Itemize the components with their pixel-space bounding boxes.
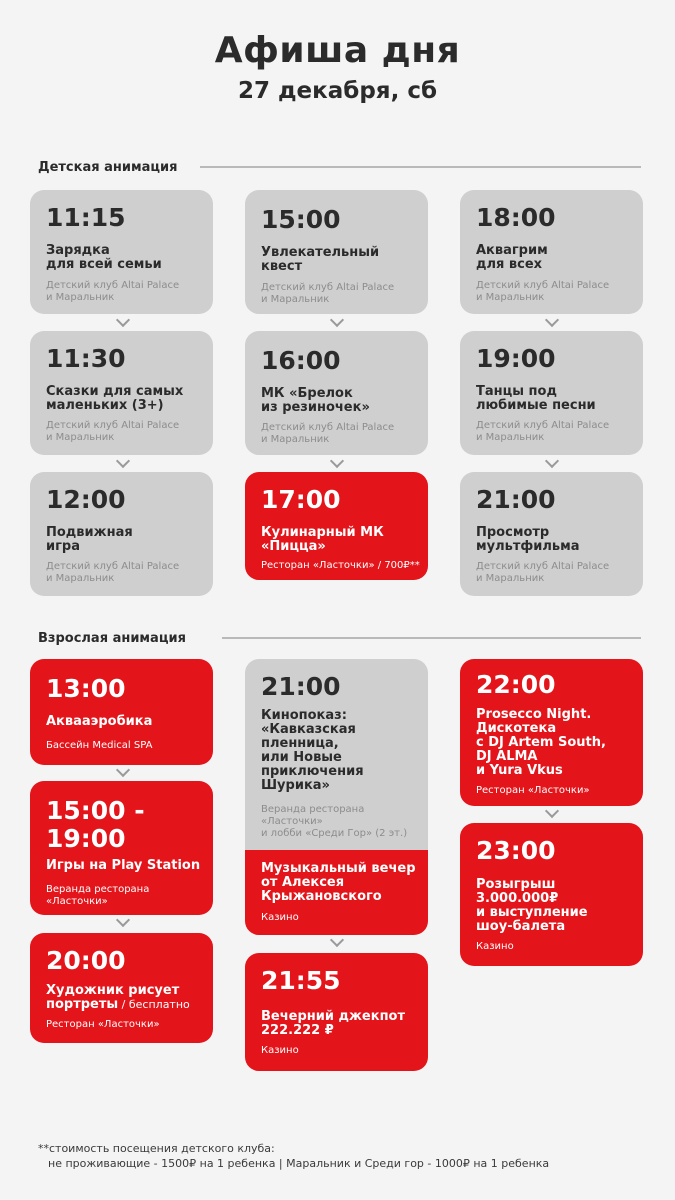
event-name: Музыкальный вечер от Алексея Крыжановского [261,861,416,904]
chevron-down-icon [116,763,130,777]
adults-section-divider [222,637,641,639]
chevron-down-icon [330,313,344,327]
event-card[interactable] [245,190,428,314]
event-place: Казино [261,912,299,923]
chevron-down-icon [116,913,130,927]
event-card[interactable] [30,472,213,596]
event-card[interactable] [460,472,643,596]
event-name-text: Художник рисует портреты [46,983,180,1012]
event-card[interactable] [30,190,213,314]
event-card-split[interactable] [245,659,428,935]
event-price-note: / бесплатно [118,998,190,1011]
event-card-highlight[interactable] [245,472,428,580]
event-card-highlight[interactable] [30,659,213,765]
event-place: Ресторан «Ласточки» [46,1019,160,1030]
event-name: Подвижная игра [46,525,133,554]
kids-section-heading: Детская анимация [38,160,178,175]
event-time: 15:00 [261,205,341,234]
chevron-down-icon [545,454,559,468]
event-card[interactable] [460,331,643,455]
event-card[interactable] [460,190,643,314]
event-time: 21:00 [261,672,341,701]
event-name: Зарядка для всей семьи [46,243,162,272]
event-time: 16:00 [261,346,341,375]
event-card-highlight[interactable] [245,953,428,1071]
event-time: 22:00 [476,670,556,699]
event-card[interactable] [245,331,428,455]
event-name: Вечерний джекпот 222.222 ₽ [261,1009,406,1038]
event-name: Аквааэробика [46,714,153,729]
event-place: Ресторан «Ласточки» / 700₽** [261,560,420,571]
kids-section-divider [200,166,641,168]
event-place: Детский клуб Altai Palace и Маральник [46,280,180,303]
event-name: МК «Брелок из резиночек» [261,386,370,415]
event-place: Детский клуб Altai Palace и Маральник [261,282,395,305]
event-place: Детский клуб Altai Palace и Маральник [476,280,610,303]
footnote-prices: не проживающие - 1500₽ на 1 ребенка | Маральник и Среди гор - 1000₽ на 1 ребенка [48,1157,550,1170]
event-time: 18:00 [476,203,556,232]
event-time: 20:00 [46,946,126,975]
event-place: Бассейн Medical SPA [46,740,153,751]
event-card-highlight[interactable] [30,933,213,1043]
event-card[interactable] [30,331,213,455]
event-name [46,984,203,1012]
event-time: 11:30 [46,344,126,373]
event-time: 15:00 - 19:00 [46,796,145,853]
chevron-down-icon [545,804,559,818]
event-name: Увлекательный квест [261,245,380,274]
chevron-down-icon [116,313,130,327]
chevron-down-icon [330,933,344,947]
event-card-highlight[interactable] [30,781,213,915]
event-time: 21:00 [476,485,556,514]
event-time: 19:00 [476,344,556,373]
event-name: Просмотр мультфильма [476,525,580,554]
event-time: 11:15 [46,203,126,232]
event-name: Prosecco Night. Дискотека с DJ Artem South, DJ ALMA и Yura Vkus [476,707,606,778]
event-time: 23:00 [476,836,556,865]
event-name: Танцы под любимые песни [476,384,596,413]
event-place: Веранда ресторана «Ласточки» и лобби «Среди Гор» (2 эт.) [261,804,408,839]
event-place: Веранда ресторана «Ласточки» [46,884,150,907]
event-place: Детский клуб Altai Palace и Маральник [46,420,180,443]
page-title: Афиша дня [214,30,461,71]
footnote-title: **стоимость посещения детского клуба: [38,1142,275,1155]
event-time: 12:00 [46,485,126,514]
adults-section-heading: Взрослая анимация [38,631,186,646]
event-card-bottom[interactable] [245,850,428,935]
chevron-down-icon [116,454,130,468]
event-time: 21:55 [261,966,341,995]
event-name: Игры на Play Station [46,858,201,873]
event-place: Детский клуб Altai Palace и Маральник [476,420,610,443]
event-card-top[interactable] [245,659,428,850]
event-name: Розыгрыш 3.000.000₽ и выступление шоу-балета [476,877,588,934]
event-name: Аквагрим для всех [476,243,548,272]
event-place: Детский клуб Altai Palace и Маральник [261,422,395,445]
event-name: Сказки для самых маленьких (3+) [46,384,184,413]
event-place: Казино [261,1045,299,1056]
event-place: Ресторан «Ласточки» [476,785,590,796]
chevron-down-icon [330,454,344,468]
event-place: Детский клуб Altai Palace и Маральник [476,561,610,584]
event-place: Казино [476,941,514,952]
page-date: 27 декабря, сб [237,78,438,104]
event-time: 13:00 [46,674,126,703]
event-card-highlight[interactable] [460,823,643,966]
chevron-down-icon [545,313,559,327]
event-place: Детский клуб Altai Palace и Маральник [46,561,180,584]
event-name: Кинопоказ: «Кавказская пленница, или Новые приключения Шурика» [261,708,364,793]
event-card-highlight[interactable] [460,659,643,806]
event-name: Кулинарный МК «Пицца» [261,525,384,554]
event-time: 17:00 [261,485,341,514]
